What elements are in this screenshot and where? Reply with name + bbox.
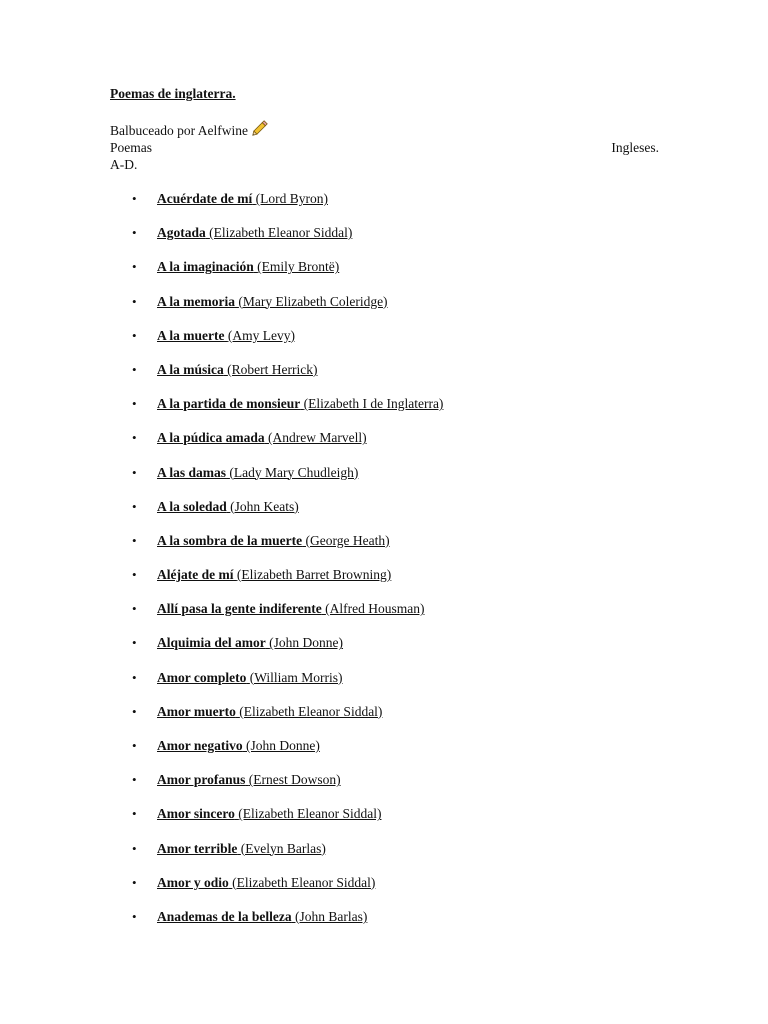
bullet-icon: •	[132, 840, 137, 856]
poem-title: Amor negativo	[157, 738, 243, 753]
poem-author: (Lady Mary Chudleigh)	[229, 464, 359, 480]
poem-title: Amor sincero	[157, 806, 235, 822]
poem-title: A la música	[157, 361, 224, 377]
list-item	[0, 464, 768, 498]
poem-author: (Alfred Housman)	[325, 601, 425, 617]
list-item	[0, 224, 768, 258]
poem-author: (Elizabeth I de Inglaterra)	[303, 396, 444, 412]
list-item	[0, 327, 768, 361]
poem-link[interactable]	[157, 771, 341, 789]
poem-link[interactable]	[157, 429, 367, 447]
poem-author: (Mary Elizabeth Coleridge)	[238, 293, 388, 309]
poem-title: A la soledad	[157, 498, 227, 514]
list-item	[0, 429, 768, 463]
list-item	[0, 908, 768, 942]
poem-author: (Andrew Marvell)	[268, 430, 367, 446]
list-item	[0, 361, 768, 395]
poem-author: (Robert Herrick)	[227, 361, 318, 377]
poem-link[interactable]	[157, 634, 343, 652]
poem-author: (William Morris)	[249, 669, 343, 685]
poem-link[interactable]	[157, 258, 339, 276]
poem-title: Alquimia del amor	[157, 635, 266, 651]
bullet-icon: •	[132, 601, 137, 617]
poem-title: Agotada	[157, 225, 206, 241]
poem-author: (John Barlas)	[295, 908, 368, 924]
bullet-icon: •	[132, 908, 137, 924]
poem-link[interactable]	[157, 737, 320, 755]
list-item	[0, 669, 768, 703]
byline-text: Balbuceado por Aelfwine	[110, 123, 248, 138]
bullet-icon: •	[132, 874, 137, 890]
poem-author: (Ernest Dowson)	[248, 772, 341, 788]
bullet-icon: •	[132, 806, 137, 822]
poem-title: Amor profanus	[157, 772, 246, 788]
poem-link[interactable]	[157, 498, 299, 516]
poem-author: (Amy Levy)	[227, 327, 295, 343]
poem-title: A las damas	[157, 464, 227, 480]
poem-title: Amor terrible	[157, 840, 238, 856]
list-item	[0, 190, 768, 224]
poem-link[interactable]	[157, 327, 295, 345]
poem-title: Amor y odio	[157, 874, 229, 890]
bullet-icon: •	[132, 772, 137, 788]
bullet-icon: •	[132, 225, 137, 241]
poem-title: A la imaginación	[157, 259, 254, 275]
list-item	[0, 805, 768, 839]
list-item	[0, 737, 768, 771]
byline	[110, 122, 270, 140]
poem-link[interactable]	[157, 293, 388, 311]
page-title: Poemas de inglaterra.	[110, 86, 236, 101]
list-item	[0, 840, 768, 874]
poem-link[interactable]	[157, 224, 352, 242]
poem-author: (Elizabeth Eleanor Siddal)	[239, 703, 383, 719]
poem-link[interactable]	[157, 600, 424, 618]
poem-title: Amor muerto	[157, 703, 236, 719]
poem-title: A la sombra de la muerte	[157, 532, 303, 548]
bullet-icon: •	[132, 327, 137, 343]
poem-author: (John Donne)	[269, 635, 344, 651]
poem-author: (Lord Byron)	[255, 191, 328, 206]
poem-author: (Elizabeth Eleanor Siddal)	[238, 806, 382, 822]
poem-link[interactable]	[157, 840, 326, 858]
poem-link[interactable]	[157, 566, 391, 584]
poem-author: (Evelyn Barlas)	[240, 840, 326, 856]
list-item	[0, 600, 768, 634]
poem-link[interactable]	[157, 908, 367, 926]
poem-link[interactable]	[157, 190, 328, 208]
poem-link[interactable]	[157, 395, 443, 413]
bullet-icon: •	[132, 259, 137, 275]
bullet-icon: •	[132, 361, 137, 377]
poem-link[interactable]	[157, 703, 382, 721]
bullet-icon: •	[132, 498, 137, 514]
poem-title: A la púdica amada	[157, 430, 265, 446]
poem-author: (Elizabeth Eleanor Siddal)	[209, 225, 353, 241]
poem-title: Aléjate de mí	[157, 567, 234, 583]
bullet-icon: •	[132, 669, 137, 685]
list-item	[0, 566, 768, 600]
bullet-icon: •	[132, 532, 137, 548]
poem-link[interactable]	[157, 361, 317, 379]
range-label: A-D.	[110, 157, 138, 172]
poem-title: A la partida de monsieur	[157, 396, 301, 412]
poem-author: (John Keats)	[230, 498, 299, 514]
poem-title: Acuérdate de mí	[157, 191, 253, 206]
poem-title: Anademas de la belleza	[157, 908, 292, 924]
list-item	[0, 703, 768, 737]
poem-author: (Elizabeth Barret Browning)	[236, 567, 392, 583]
poem-link[interactable]	[157, 805, 381, 823]
poem-author: (John Donne)	[246, 738, 320, 753]
list-item	[0, 771, 768, 805]
poem-title: A la memoria	[157, 293, 235, 309]
list-item	[0, 498, 768, 532]
bullet-icon: •	[132, 635, 137, 651]
poem-link[interactable]	[157, 464, 358, 482]
bullet-icon: •	[132, 464, 137, 480]
poem-title: Amor completo	[157, 669, 247, 685]
list-item	[0, 293, 768, 327]
poem-link[interactable]	[157, 669, 343, 687]
poem-author: (George Heath)	[305, 532, 390, 548]
poem-link[interactable]	[157, 874, 375, 892]
poem-author: (Elizabeth Eleanor Siddal)	[232, 874, 376, 890]
poem-list	[0, 190, 768, 942]
bullet-icon: •	[132, 191, 137, 206]
bullet-icon: •	[132, 430, 137, 446]
bullet-icon: •	[132, 738, 137, 753]
list-item	[0, 532, 768, 566]
poem-title: A la muerte	[157, 327, 225, 343]
ingleses-label: Ingleses.	[611, 140, 659, 155]
list-item	[0, 634, 768, 668]
bullet-icon: •	[132, 567, 137, 583]
bullet-icon: •	[132, 703, 137, 719]
bullet-icon: •	[132, 293, 137, 309]
list-item	[0, 258, 768, 292]
poem-title: Allí pasa la gente indiferente	[157, 601, 322, 617]
poemas-label: Poemas	[110, 140, 152, 155]
pencil-icon	[252, 118, 270, 136]
bullet-icon: •	[132, 396, 137, 412]
subtitle-row	[110, 140, 659, 156]
list-item	[0, 395, 768, 429]
poem-author: (Emily Brontë)	[257, 259, 340, 275]
poem-link[interactable]	[157, 532, 390, 550]
list-item	[0, 874, 768, 908]
